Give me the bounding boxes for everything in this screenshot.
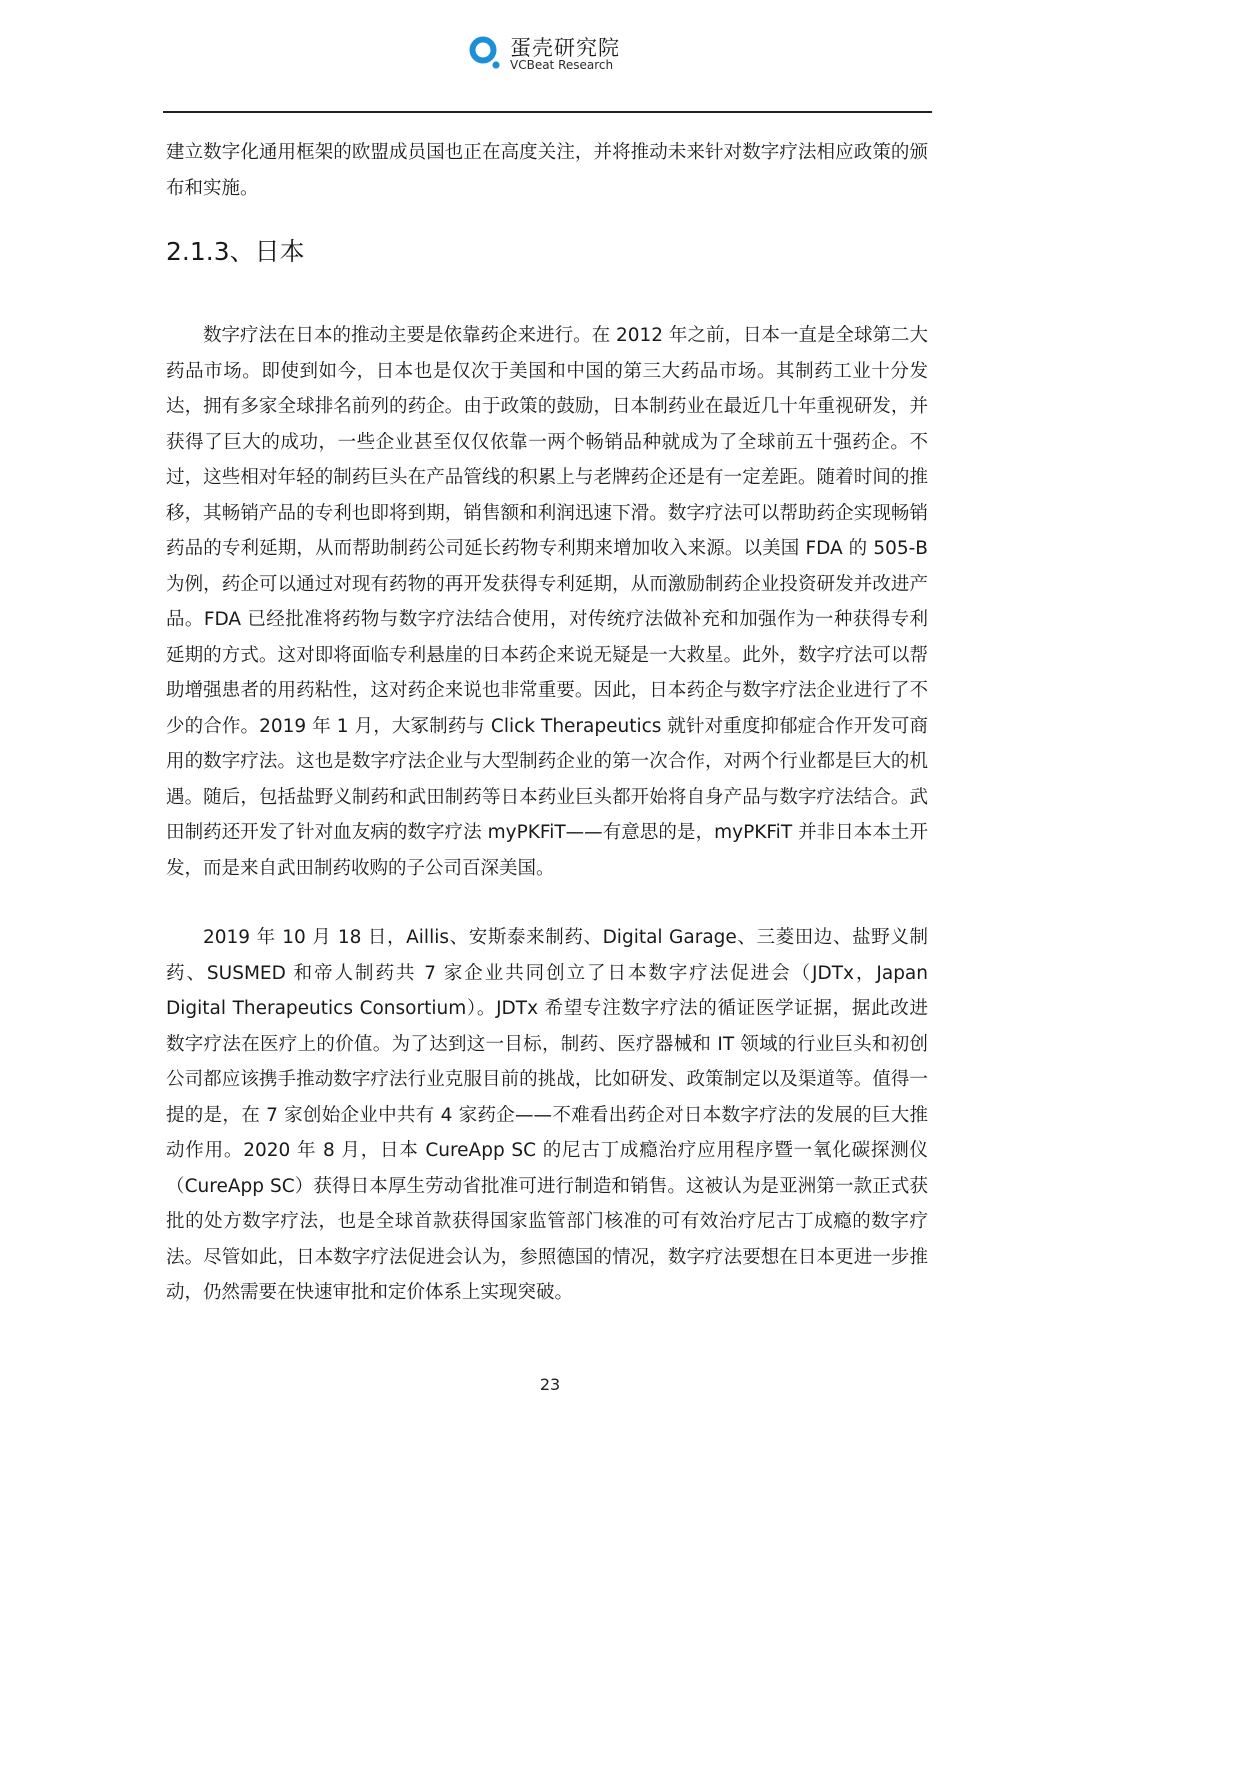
paragraph-jdtx: 2019 年 10 月 18 日，Aillis、安斯泰来制药、Digital Garage、三菱田边、盐野义制药、SUSMED 和帝人制药共 7 家企业共同创立了日本数字疗法促进会（JDTx，Japan Digital Therapeutics Consortium）。JDTx 希望专注数字疗法的循证医学证据，据此改进数字疗法在医疗上的价值。为了达到这一目标，制药、医疗器械和 IT 领域的行业巨头和初创公司都应该携手推动数字疗法行业克服目前的挑战，比如研发、政策制定以及渠道等。值得一提的是，在 7 家创始企业中共有 4 家药企——不难看出药企对日本数字疗法的发展的巨大推动作用。2020 年 8 月，日本 CureApp SC 的尼古丁成瘾治疗应用程序暨一氧化碳探测仪（CureApp SC）获得日本厚生劳动省批准可进行制造和销售。这被认为是亚洲第一款正式获批的处方数字疗法，也是全球首款获得国家监管部门核准的可有效治疗尼古丁成瘾的数字疗法。尽管如此，日本数字疗法促进会认为，参照德国的情况，数字疗法要想在日本更进一步推动，仍然需要在快速审批和定价体系上实现突破。	[166, 927, 928, 1303]
page-number: 23	[539, 1375, 561, 1394]
page-content	[166, 135, 928, 1311]
logo-english-name: VCBeat Research	[510, 58, 614, 72]
section-heading: 2.1.3、日本	[166, 237, 305, 266]
page-header	[0, 0, 1100, 112]
vcbeat-logo-icon	[468, 34, 502, 70]
vcbeat-logo	[468, 32, 638, 76]
intro-paragraph: 建立数字化通用框架的欧盟成员国也正在高度关注，并将推动未来针对数字疗法相应政策的颁布和实施。	[166, 142, 928, 199]
logo-chinese-name: 蛋壳研究院	[510, 36, 620, 60]
paragraph-japan-pharma: 数字疗法在日本的推动主要是依靠药企来进行。在 2012 年之前，日本一直是全球第二大药品市场。即使到如今，日本也是仅次于美国和中国的第三大药品市场。其制药工业十分发达，拥有多家全球排名前列的药企。由于政策的鼓励，日本制药业在最近几十年重视研发，并获得了巨大的成功，一些企业甚至仅仅依靠一两个畅销品种就成为了全球前五十强药企。不过，这些相对年轻的制药巨头在产品管线的积累上与老牌药企还是有一定差距。随着时间的推移，其畅销产品的专利也即将到期，销售额和利润迅速下滑。数字疗法可以帮助药企实现畅销药品的专利延期，从而帮助制药公司延长药物专利期来增加收入来源。以美国 FDA 的 505-B 为例，药企可以通过对现有药物的再开发获得专利延期，从而激励制药企业投资研发并改进产品。FDA 已经批准将药物与数字疗法结合使用，对传统疗法做补充和加强作为一种获得专利延期的方式。这对即将面临专利悬崖的日本药企来说无疑是一大救星。此外，数字疗法可以帮助增强患者的用药粘性，这对药企来说也非常重要。因此，日本药企与数字疗法企业进行了不少的合作。2019 年 1 月，大冢制药与 Click Therapeutics 就针对重度抑郁症合作开发可商用的数字疗法。这也是数字疗法企业与大型制药企业的第一次合作，对两个行业都是巨大的机遇。随后，包括盐野义制药和武田制药等日本药业巨头都开始将自身产品与数字疗法结合。武田制药还开发了针对血友病的数字疗法 myPKFiT——有意思的是，myPKFiT 并非日本本土开发，而是来自武田制药收购的子公司百深美国。	[166, 325, 928, 879]
header-divider	[163, 111, 932, 113]
